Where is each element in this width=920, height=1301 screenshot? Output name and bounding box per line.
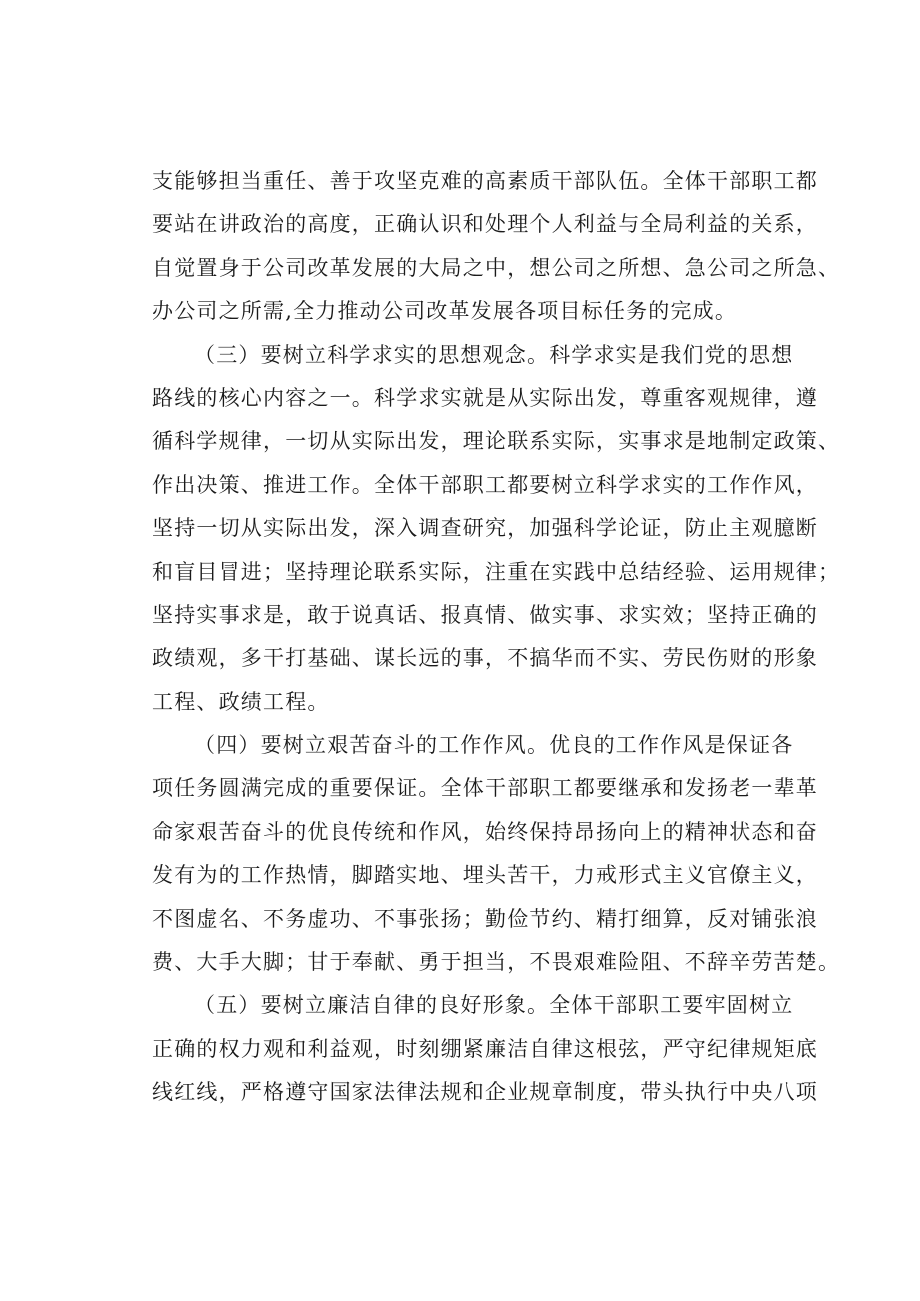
text-line: 要站在讲政治的高度，正确认识和处理个人利益与全局利益的关系，	[152, 212, 818, 237]
text-line: 线红线，严格遵守国家法律法规和企业规章制度，带头执行中央八项	[152, 1080, 818, 1105]
text-line: 支能够担当重任、善于攻坚克难的高素质干部队伍。全体干部职工都	[152, 169, 818, 193]
text-line: 政绩观，多干打基础、谋长远的事，不搞华而不实、劳民伤财的形象	[152, 646, 818, 671]
text-line: （三）要树立科学求实的思想观念。科学求实是我们党的思想	[194, 342, 794, 367]
paragraph	[152, 160, 841, 334]
text-line: 办公司之所需,全力推动公司改革发展各项目标任务的完成。	[152, 299, 738, 324]
text-line: 项任务圆满完成的重要保证。全体干部职工都要继承和发扬老一辈革	[152, 776, 818, 801]
text-line: 正确的权力观和利益观，时刻绷紧廉洁自律这根弦，严守纪律规矩底	[152, 1036, 818, 1061]
text-line: 工程、政绩工程。	[152, 689, 330, 714]
text-line: 作出决策、推进工作。全体干部职工都要树立科学求实的工作作风，	[152, 472, 818, 497]
paragraph	[152, 724, 841, 984]
paragraph	[152, 984, 818, 1114]
text-line: 坚持实事求是，敢于说真话、报真情、做实事、求实效；坚持正确的	[152, 602, 818, 627]
paragraph	[152, 334, 841, 725]
text-line: 不图虚名、不务虚功、不事张扬；勤俭节约、精打细算，反对铺张浪	[152, 906, 818, 931]
text-line: 和盲目冒进；坚持理论联系实际，注重在实践中总结经验、运用规律；	[152, 559, 841, 584]
text-line: （四）要树立艰苦奋斗的工作作风。优良的工作作风是保证各	[194, 733, 794, 758]
text-line: 坚持一切从实际出发，深入调查研究，加强科学论证，防止主观臆断	[152, 516, 818, 541]
text-line: 发有为的工作热情，脚踏实地、埋头苦干，力戒形式主义官僚主义，	[152, 863, 818, 888]
text-line: 路线的核心内容之一。科学求实就是从实际出发，尊重客观规律，遵	[152, 385, 818, 410]
text-line: （五）要树立廉洁自律的良好形象。全体干部职工要牢固树立	[194, 993, 794, 1018]
document-body	[152, 160, 841, 1115]
text-line: 循科学规律，一切从实际出发，理论联系实际，实事求是地制定政策、	[152, 429, 841, 454]
text-line: 命家艰苦奋斗的优良传统和作风，始终保持昂扬向上的精神状态和奋	[152, 819, 818, 844]
text-line: 自觉置身于公司改革发展的大局之中，想公司之所想、急公司之所急、	[152, 255, 841, 280]
text-line: 费、大手大脚；甘于奉献、勇于担当，不畏艰难险阻、不辞辛劳苦楚。	[152, 950, 841, 975]
